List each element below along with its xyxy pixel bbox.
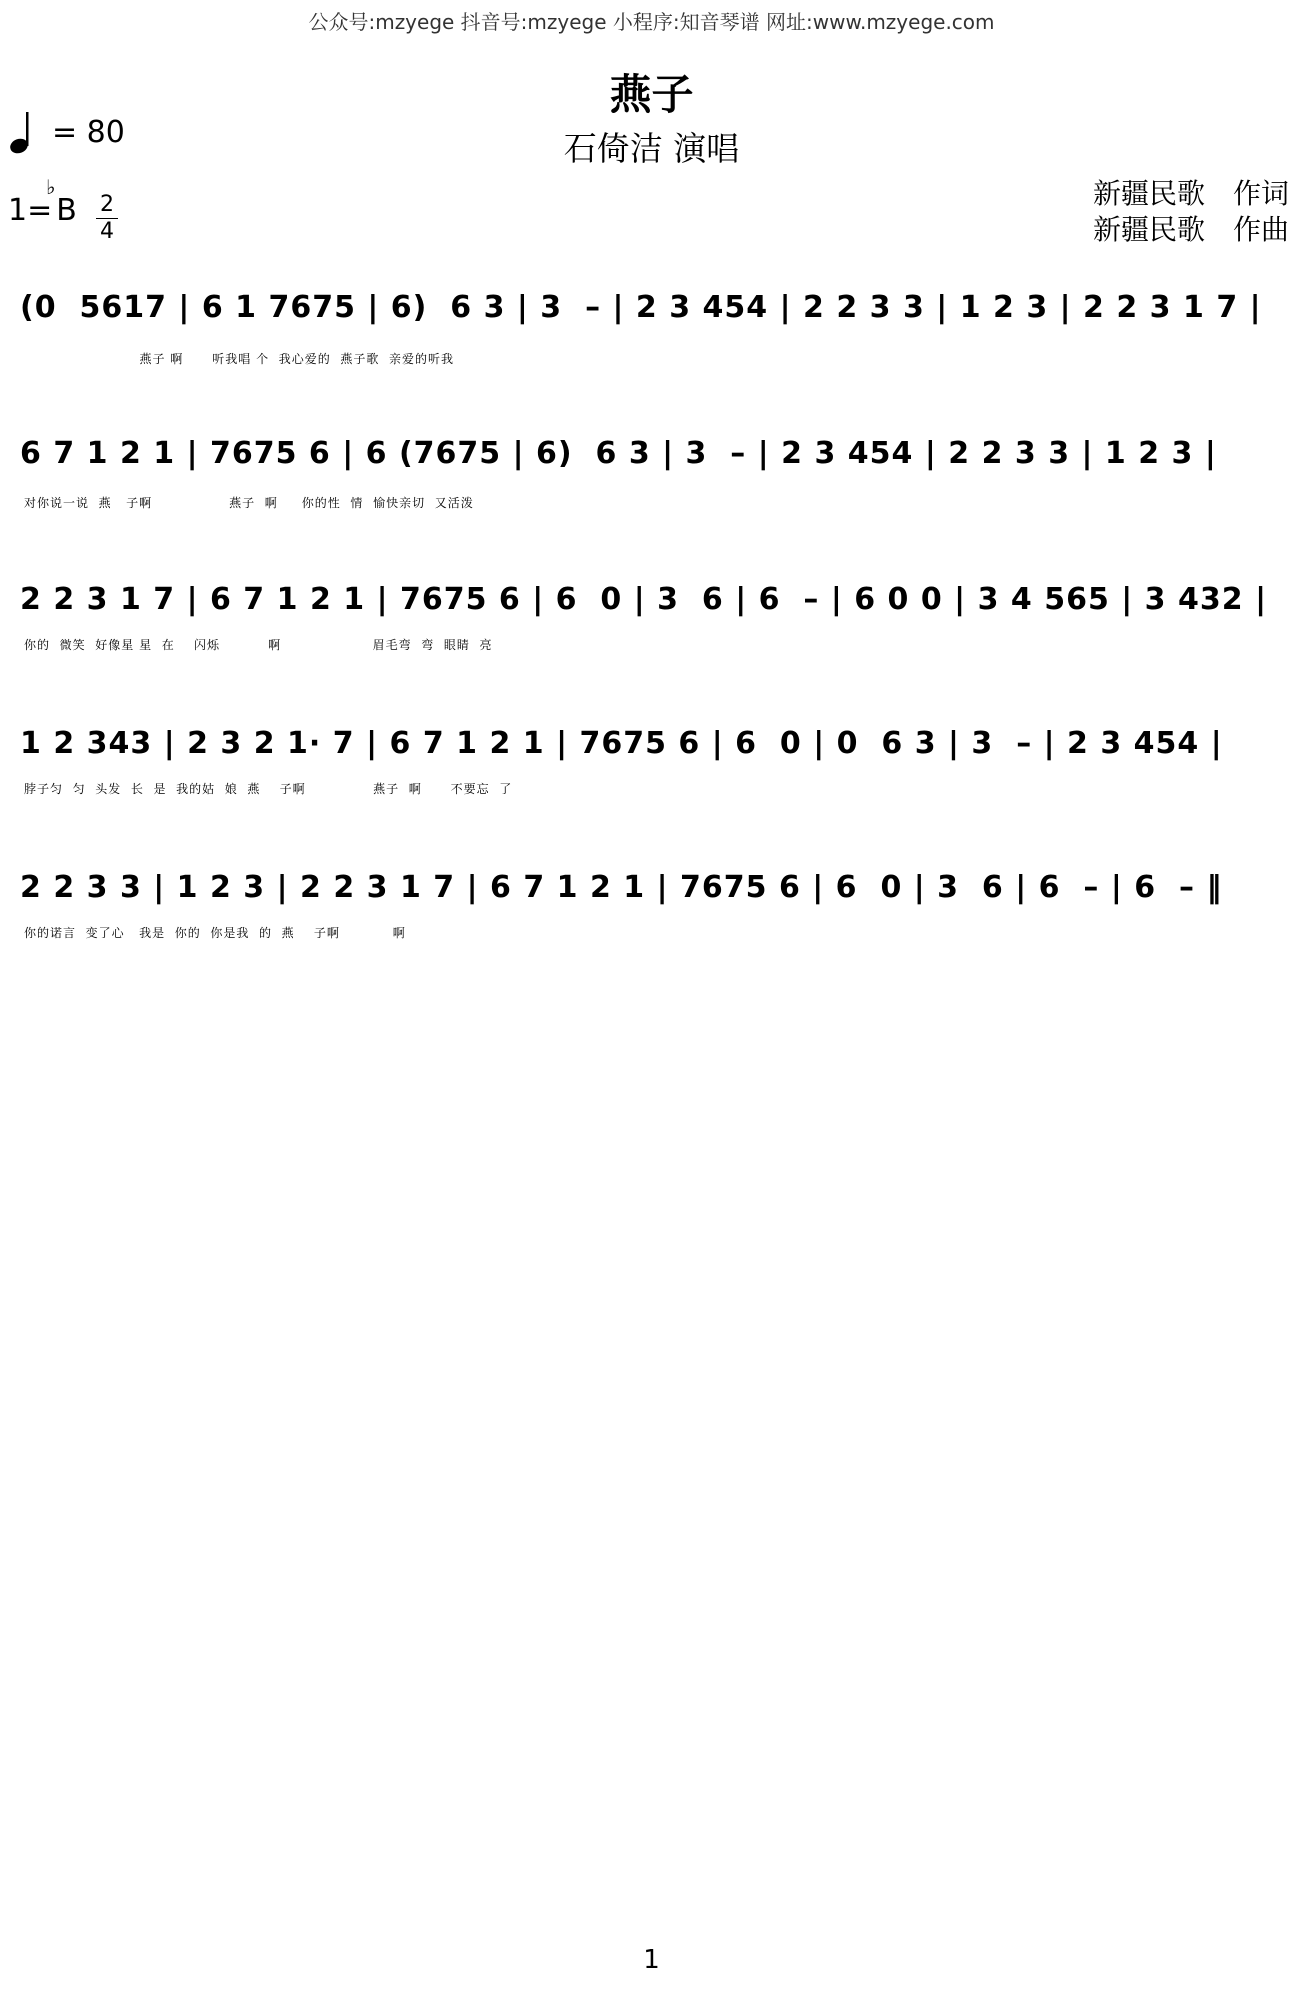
page-number: 1 (643, 1945, 660, 1975)
notation-line: 1 2 343 | 2 3 2 1· 7 | 6 7 1 2 1 | 7675 6 | 6 0 | 0 6 3 | 3 – | 2 3 454 | (20, 726, 1223, 761)
composer-credit (1093, 212, 1289, 248)
key-note: B (56, 193, 77, 228)
score-system-5 (20, 870, 1290, 930)
song-title: 燕子 (609, 70, 694, 119)
tempo-value: = 80 (52, 114, 125, 150)
notation-line: 6 7 1 2 1 | 7675 6 | 6 (7675 | 6) 6 3 | 3 – | 2 3 454 | 2 2 3 3 | 1 2 3 | (20, 436, 1217, 471)
lyrics-line-5: 你的诺言 变了心 我是 你的 你是我 的 燕 子啊 啊 (24, 926, 406, 940)
tempo-marking (8, 108, 125, 156)
lyricist-role: 作词 (1232, 177, 1289, 210)
credits (1093, 176, 1289, 248)
key-signature (8, 175, 77, 228)
flat-icon: ♭ (46, 175, 56, 199)
notation-line: 2 2 3 1 7 | 6 7 1 2 1 | 7675 6 | 6 0 | 3 6 | 6 – | 6 0 0 | 3 4 565 | 3 432 | (20, 582, 1268, 617)
key-prefix: 1= (8, 193, 53, 228)
score-system-1 (20, 290, 1290, 350)
time-sig-bottom: 4 (100, 219, 114, 244)
lyrics-line-4: 脖子匀 匀 头发 长 是 我的姑 娘 燕 子啊 燕子 啊 不要忘 了 (24, 782, 513, 796)
lyricist-credit (1093, 176, 1289, 212)
lyricist-name: 新疆民歌 (1092, 177, 1205, 210)
notation-line: (0 5617 | 6 1 7675 | 6) 6 3 | 3 – | 2 3 454 | 2 2 3 3 | 1 2 3 | 2 2 3 1 7 | (20, 290, 1262, 325)
lyrics-line-2: 对你说一说 燕 子啊 燕子 啊 你的性 情 愉快亲切 又活泼 (24, 496, 474, 510)
site-header: 公众号:mzyege 抖音号:mzyege 小程序:知音琴谱 网址:www.mzyege.com (308, 10, 995, 34)
lyrics-line-1: 燕子 啊 听我唱 个 我心爱的 燕子歌 亲爱的听我 (24, 352, 454, 366)
score-system-3 (20, 582, 1290, 642)
song-performer: 石倚洁 演唱 (563, 129, 740, 168)
composer-role: 作曲 (1232, 213, 1289, 246)
quarter-note-icon (8, 108, 38, 156)
score-system-2 (20, 436, 1290, 496)
notation-line: 2 2 3 3 | 1 2 3 | 2 2 3 1 7 | 6 7 1 2 1 | 7675 6 | 6 0 | 3 6 | 6 – | 6 – ‖ (20, 870, 1223, 905)
time-sig-top: 2 (100, 192, 114, 217)
lyrics-line-3: 你的 微笑 好像星 星 在 闪烁 啊 眉毛弯 弯 眼睛 亮 (24, 638, 493, 652)
time-signature (96, 194, 118, 243)
composer-name: 新疆民歌 (1092, 213, 1205, 246)
score-system-4 (20, 726, 1290, 786)
